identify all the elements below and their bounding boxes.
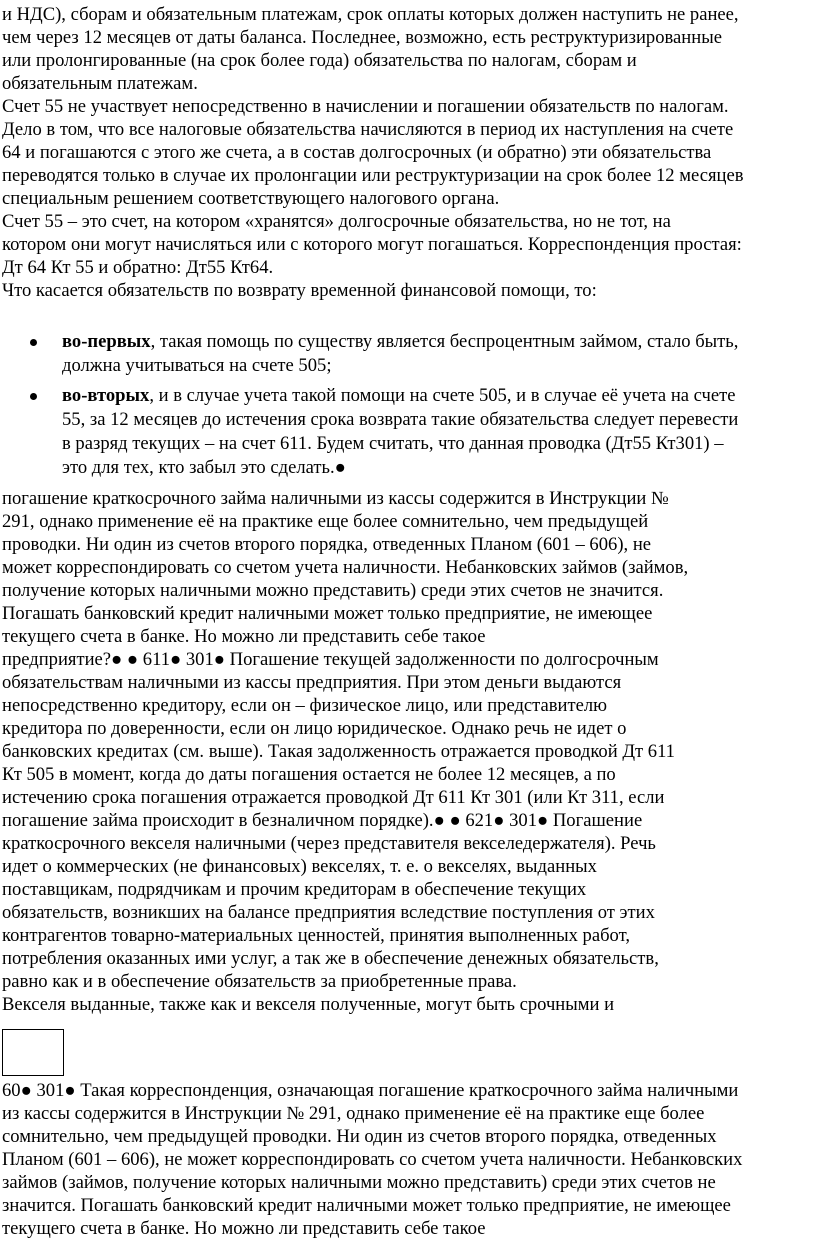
- text-line: 64 и погашаются с этого же счета, а в состав долгосрочных (и обратно) эти обязательства: [2, 142, 712, 163]
- text-line: Векселя выданные, также как и векселя полученные, могут быть срочными и: [2, 994, 615, 1015]
- text-line: значится. Погашать банковский кредит наличными может только предприятие, не имеющее: [2, 1195, 731, 1216]
- text-line: предприятие?● ● 611● 301● Погашение текущей задолженности по долгосрочным: [2, 649, 659, 670]
- text-line: краткосрочного векселя наличными (через представителя векселедержателя). Речь: [2, 833, 656, 854]
- text-line: истечению срока погашения отражается проводкой Дт 611 Кт 301 (или Кт 311, если: [2, 787, 665, 808]
- text-line: поставщикам, подрядчикам и прочим кредиторам в обеспечение текущих: [2, 879, 587, 900]
- text-line: Счет 55 – это счет, на котором «хранятся» долгосрочные обязательства, но не тот, на: [2, 211, 671, 232]
- text-line: котором они могут начисляться или с которого могут погашаться. Корреспонденция простая:: [2, 234, 742, 255]
- text-line: непосредственно кредитору, если он – физическое лицо, или представителю: [2, 695, 608, 716]
- text-line: погашение займа происходит в безналичном порядке).● ● 621● 301● Погашение: [2, 810, 643, 831]
- list-item-bold: во-вторых: [62, 385, 150, 406]
- text-line: Погашать банковский кредит наличными может только предприятие, не имеющее: [2, 603, 653, 624]
- text-line: текущего счета в банке. Но можно ли представить себе такое: [2, 626, 486, 647]
- text-line: Планом (601 – 606), не может корреспондировать со счетом учета наличности. Небанковских: [2, 1149, 743, 1170]
- list-item-line: должна учитываться на счете 505;: [62, 355, 332, 376]
- text-line: 291, однако применение её на практике еще более сомнительно, чем предыдущей: [2, 511, 649, 532]
- list-item-line: это для тех, кто забыл это сделать.●: [62, 457, 346, 478]
- text-line: кредитора по доверенности, если он лицо юридическое. Однако речь не идет о: [2, 718, 627, 739]
- text-line: потребления оказанных ими услуг, а так же в обеспечение денежных обязательств,: [2, 948, 659, 969]
- text-line: текущего счета в банке. Но можно ли представить себе такое: [2, 1218, 486, 1239]
- text-line: обязательств, возникших на балансе предприятия вследствие поступления от этих: [2, 902, 655, 923]
- bullet-icon: [29, 392, 39, 402]
- text-line: переводятся только в случае их пролонгации или реструктуризации на срок более 12 месяцев: [2, 165, 744, 186]
- text-line: может корреспондировать со счетом учета наличности. Небанковских займов (займов,: [2, 557, 689, 578]
- text-line: 60● 301● Такая корреспонденция, означающая погашение краткосрочного займа наличными: [2, 1080, 739, 1101]
- text-line: Дело в том, что все налоговые обязательства начисляются в период их наступления на счете: [2, 119, 734, 140]
- list-item-line: в разряд текущих – на счет 611. Будем считать, что данная проводка (Дт55 Кт301) –: [62, 433, 724, 454]
- list-item-line: 55, за 12 месяцев до истечения срока возврата такие обязательства следует перевести: [62, 409, 739, 430]
- text-line: банковских кредитах (см. выше). Такая задолженность отражается проводкой Дт 611: [2, 741, 675, 762]
- text-line: погашение краткосрочного займа наличными из кассы содержится в Инструкции №: [2, 488, 669, 509]
- text-line: Счет 55 не участвует непосредственно в начислении и погашении обязательств по налогам.: [2, 96, 729, 117]
- text-line: Дт 64 Кт 55 и обратно: Дт55 Кт64.: [2, 257, 274, 278]
- list-item-bold: во-первых: [62, 331, 151, 352]
- text-line: Кт 505 в момент, когда до даты погашения остается не более 12 месяцев, а по: [2, 764, 616, 785]
- text-line: специальным решением соответствующего налогового органа.: [2, 188, 500, 209]
- text-line: получение которых наличными можно представить) среди этих счетов не значится.: [2, 580, 664, 601]
- bullet-icon: [29, 338, 39, 348]
- list-item-line: во-первых, такая помощь по существу является беспроцентным займом, стало быть,: [62, 331, 739, 352]
- text-line: контрагентов товарно-материальных ценностей, принятия выполненных работ,: [2, 925, 630, 946]
- image-placeholder: [2, 1029, 64, 1076]
- text-line: или пролонгированные (на срок более года) обязательства по налогам, сборам и: [2, 50, 637, 71]
- list-item-line: во-вторых, и в случае учета такой помощи на счете 505, и в случае её учета на счете: [62, 385, 736, 406]
- text-line: сомнительно, чем предыдущей проводки. Ни один из счетов второго порядка, отведенных: [2, 1126, 717, 1147]
- text-line: равно как и в обеспечение обязательств за приобретенные права.: [2, 971, 517, 992]
- text-line: и НДС), сборам и обязательным платежам, срок оплаты которых должен наступить не ранее,: [2, 4, 739, 25]
- text-line: чем через 12 месяцев от даты баланса. Последнее, возможно, есть реструктуризированные: [2, 27, 722, 48]
- text-line: Что касается обязательств по возврату временной финансовой помощи, то:: [2, 280, 597, 301]
- text-line: обязательным платежам.: [2, 73, 198, 94]
- text-line: займов (займов, получение которых наличными можно представить) среди этих счетов не: [2, 1172, 716, 1193]
- text-line: проводки. Ни один из счетов второго порядка, отведенных Планом (601 – 606), не: [2, 534, 652, 555]
- text-line: из кассы содержится в Инструкции № 291, однако применение её на практике еще более: [2, 1103, 705, 1124]
- text-line: обязательствам наличными из кассы предприятия. При этом деньги выдаются: [2, 672, 622, 693]
- text-line: идет о коммерческих (не финансовых) векселях, т. е. о векселях, выданных: [2, 856, 597, 877]
